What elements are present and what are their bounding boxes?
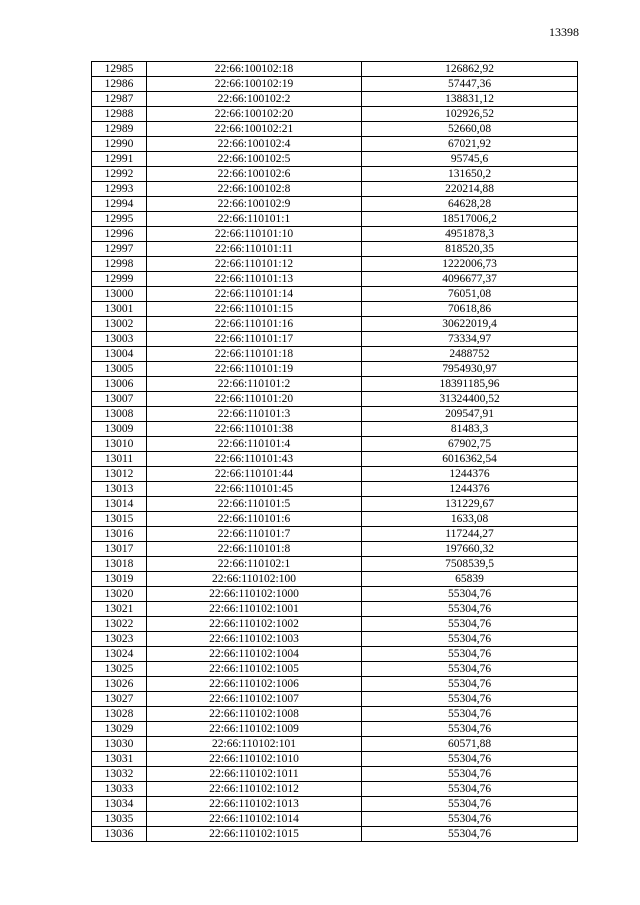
cadastral-number-cell: 22:66:110102:1009: [147, 722, 362, 737]
row-number-cell: 13012: [92, 467, 147, 482]
cadastral-number-cell: 22:66:110102:1000: [147, 587, 362, 602]
cadastral-number-cell: 22:66:100102:6: [147, 167, 362, 182]
value-cell: 6016362,54: [362, 452, 578, 467]
value-cell: 67021,92: [362, 137, 578, 152]
cadastral-number-cell: 22:66:110102:100: [147, 572, 362, 587]
table-row: [92, 797, 578, 812]
table-row: [92, 692, 578, 707]
cadastral-number-cell: 22:66:110101:3: [147, 407, 362, 422]
row-number-cell: 13004: [92, 347, 147, 362]
value-cell: 55304,76: [362, 677, 578, 692]
cadastral-value-table: [91, 61, 578, 842]
table-row: [92, 782, 578, 797]
value-cell: 117244,27: [362, 527, 578, 542]
row-number-cell: 13009: [92, 422, 147, 437]
table-row: [92, 587, 578, 602]
table-row: [92, 527, 578, 542]
value-cell: 60571,88: [362, 737, 578, 752]
value-cell: 55304,76: [362, 767, 578, 782]
value-cell: 55304,76: [362, 782, 578, 797]
row-number-cell: 13006: [92, 377, 147, 392]
row-number-cell: 12996: [92, 227, 147, 242]
table-row: [92, 167, 578, 182]
row-number-cell: 13019: [92, 572, 147, 587]
value-cell: 220214,88: [362, 182, 578, 197]
cadastral-number-cell: 22:66:110102:1: [147, 557, 362, 572]
cadastral-number-cell: 22:66:110101:20: [147, 392, 362, 407]
value-cell: 131650,2: [362, 167, 578, 182]
row-number-cell: 13031: [92, 752, 147, 767]
value-cell: 55304,76: [362, 692, 578, 707]
row-number-cell: 12989: [92, 122, 147, 137]
value-cell: 1633,08: [362, 512, 578, 527]
table-row: [92, 212, 578, 227]
value-cell: 131229,67: [362, 497, 578, 512]
table-row: [92, 197, 578, 212]
value-cell: 55304,76: [362, 602, 578, 617]
row-number-cell: 13036: [92, 827, 147, 842]
value-cell: 4951878,3: [362, 227, 578, 242]
table-row: [92, 152, 578, 167]
value-cell: 1244376: [362, 482, 578, 497]
table-row: [92, 452, 578, 467]
row-number-cell: 13035: [92, 812, 147, 827]
table-row: [92, 677, 578, 692]
value-cell: 18517006,2: [362, 212, 578, 227]
table-row: [92, 482, 578, 497]
value-cell: 818520,35: [362, 242, 578, 257]
value-cell: 4096677,37: [362, 272, 578, 287]
row-number-cell: 13015: [92, 512, 147, 527]
table-row: [92, 137, 578, 152]
table-row: [92, 662, 578, 677]
value-cell: 126862,92: [362, 62, 578, 77]
value-cell: 55304,76: [362, 707, 578, 722]
table-row: [92, 392, 578, 407]
cadastral-number-cell: 22:66:110101:14: [147, 287, 362, 302]
row-number-cell: 13016: [92, 527, 147, 542]
table-row: [92, 362, 578, 377]
table-row: [92, 557, 578, 572]
value-cell: 55304,76: [362, 587, 578, 602]
row-number-cell: 12993: [92, 182, 147, 197]
value-cell: 138831,12: [362, 92, 578, 107]
table-row: [92, 377, 578, 392]
value-cell: 64628,28: [362, 197, 578, 212]
table-row: [92, 92, 578, 107]
cadastral-number-cell: 22:66:110101:4: [147, 437, 362, 452]
cadastral-number-cell: 22:66:110102:1006: [147, 677, 362, 692]
row-number-cell: 12997: [92, 242, 147, 257]
table-row: [92, 317, 578, 332]
table-row: [92, 497, 578, 512]
table-row: [92, 437, 578, 452]
row-number-cell: 13025: [92, 662, 147, 677]
cadastral-number-cell: 22:66:110101:18: [147, 347, 362, 362]
page-number: 13398: [549, 25, 579, 39]
table-row: [92, 242, 578, 257]
table-row: [92, 737, 578, 752]
row-number-cell: 13001: [92, 302, 147, 317]
cadastral-number-cell: 22:66:100102:18: [147, 62, 362, 77]
row-number-cell: 13011: [92, 452, 147, 467]
value-cell: 73334,97: [362, 332, 578, 347]
table-row: [92, 752, 578, 767]
row-number-cell: 13002: [92, 317, 147, 332]
value-cell: 76051,08: [362, 287, 578, 302]
value-cell: 55304,76: [362, 647, 578, 662]
cadastral-number-cell: 22:66:110102:1014: [147, 812, 362, 827]
cadastral-number-cell: 22:66:110101:7: [147, 527, 362, 542]
row-number-cell: 13003: [92, 332, 147, 347]
value-cell: 30622019,4: [362, 317, 578, 332]
table-row: [92, 407, 578, 422]
cadastral-number-cell: 22:66:110101:8: [147, 542, 362, 557]
cadastral-number-cell: 22:66:110101:45: [147, 482, 362, 497]
value-cell: 209547,91: [362, 407, 578, 422]
table-body: [92, 62, 578, 842]
value-cell: 95745,6: [362, 152, 578, 167]
table-row: [92, 647, 578, 662]
row-number-cell: 13014: [92, 497, 147, 512]
table-row: [92, 512, 578, 527]
value-cell: 18391185,96: [362, 377, 578, 392]
cadastral-number-cell: 22:66:100102:5: [147, 152, 362, 167]
cadastral-number-cell: 22:66:110101:16: [147, 317, 362, 332]
row-number-cell: 13032: [92, 767, 147, 782]
row-number-cell: 13028: [92, 707, 147, 722]
row-number-cell: 12999: [92, 272, 147, 287]
row-number-cell: 12994: [92, 197, 147, 212]
row-number-cell: 13027: [92, 692, 147, 707]
value-cell: 57447,36: [362, 77, 578, 92]
cadastral-number-cell: 22:66:110101:43: [147, 452, 362, 467]
cadastral-number-cell: 22:66:110102:1002: [147, 617, 362, 632]
cadastral-number-cell: 22:66:100102:2: [147, 92, 362, 107]
cadastral-number-cell: 22:66:110102:1013: [147, 797, 362, 812]
value-cell: 52660,08: [362, 122, 578, 137]
row-number-cell: 13022: [92, 617, 147, 632]
table-row: [92, 572, 578, 587]
value-cell: 65839: [362, 572, 578, 587]
row-number-cell: 12992: [92, 167, 147, 182]
value-cell: 31324400,52: [362, 392, 578, 407]
value-cell: 1222006,73: [362, 257, 578, 272]
cadastral-number-cell: 22:66:100102:8: [147, 182, 362, 197]
row-number-cell: 13007: [92, 392, 147, 407]
value-cell: 1244376: [362, 467, 578, 482]
row-number-cell: 12986: [92, 77, 147, 92]
row-number-cell: 13024: [92, 647, 147, 662]
row-number-cell: 13017: [92, 542, 147, 557]
cadastral-number-cell: 22:66:110101:19: [147, 362, 362, 377]
row-number-cell: 13026: [92, 677, 147, 692]
value-cell: 197660,32: [362, 542, 578, 557]
table-row: [92, 257, 578, 272]
row-number-cell: 13030: [92, 737, 147, 752]
row-number-cell: 13020: [92, 587, 147, 602]
cadastral-number-cell: 22:66:110102:1008: [147, 707, 362, 722]
value-cell: 55304,76: [362, 662, 578, 677]
cadastral-number-cell: 22:66:110102:1015: [147, 827, 362, 842]
cadastral-number-cell: 22:66:110102:1010: [147, 752, 362, 767]
table-row: [92, 707, 578, 722]
row-number-cell: 13023: [92, 632, 147, 647]
table-row: [92, 107, 578, 122]
cadastral-number-cell: 22:66:110101:1: [147, 212, 362, 227]
row-number-cell: 13018: [92, 557, 147, 572]
table-row: [92, 827, 578, 842]
row-number-cell: 13033: [92, 782, 147, 797]
table-row: [92, 227, 578, 242]
row-number-cell: 13008: [92, 407, 147, 422]
table-row: [92, 287, 578, 302]
row-number-cell: 12987: [92, 92, 147, 107]
table-row: [92, 602, 578, 617]
row-number-cell: 13021: [92, 602, 147, 617]
row-number-cell: 12990: [92, 137, 147, 152]
value-cell: 67902,75: [362, 437, 578, 452]
row-number-cell: 13005: [92, 362, 147, 377]
cadastral-number-cell: 22:66:110102:1001: [147, 602, 362, 617]
row-number-cell: 12991: [92, 152, 147, 167]
cadastral-number-cell: 22:66:100102:20: [147, 107, 362, 122]
cadastral-number-cell: 22:66:110101:17: [147, 332, 362, 347]
cadastral-number-cell: 22:66:110102:1004: [147, 647, 362, 662]
table-row: [92, 767, 578, 782]
cadastral-number-cell: 22:66:110102:101: [147, 737, 362, 752]
cadastral-number-cell: 22:66:100102:4: [147, 137, 362, 152]
table-row: [92, 182, 578, 197]
cadastral-number-cell: 22:66:110101:13: [147, 272, 362, 287]
row-number-cell: 12995: [92, 212, 147, 227]
cadastral-number-cell: 22:66:110101:12: [147, 257, 362, 272]
value-cell: 55304,76: [362, 827, 578, 842]
row-number-cell: 13013: [92, 482, 147, 497]
value-cell: 55304,76: [362, 722, 578, 737]
table-row: [92, 467, 578, 482]
cadastral-number-cell: 22:66:110102:1007: [147, 692, 362, 707]
cadastral-number-cell: 22:66:110101:44: [147, 467, 362, 482]
table-row: [92, 722, 578, 737]
cadastral-number-cell: 22:66:100102:21: [147, 122, 362, 137]
table-row: [92, 422, 578, 437]
cadastral-number-cell: 22:66:100102:19: [147, 77, 362, 92]
table-row: [92, 812, 578, 827]
table-row: [92, 542, 578, 557]
table-row: [92, 302, 578, 317]
cadastral-number-cell: 22:66:110101:5: [147, 497, 362, 512]
table-row: [92, 332, 578, 347]
value-cell: 7954930,97: [362, 362, 578, 377]
table-row: [92, 617, 578, 632]
cadastral-number-cell: 22:66:110101:2: [147, 377, 362, 392]
cadastral-number-cell: 22:66:100102:9: [147, 197, 362, 212]
value-cell: 55304,76: [362, 752, 578, 767]
value-cell: 55304,76: [362, 797, 578, 812]
row-number-cell: 13034: [92, 797, 147, 812]
row-number-cell: 12998: [92, 257, 147, 272]
value-cell: 81483,3: [362, 422, 578, 437]
cadastral-number-cell: 22:66:110101:38: [147, 422, 362, 437]
table-row: [92, 632, 578, 647]
table-row: [92, 272, 578, 287]
row-number-cell: 12985: [92, 62, 147, 77]
value-cell: 55304,76: [362, 812, 578, 827]
cadastral-number-cell: 22:66:110102:1003: [147, 632, 362, 647]
value-cell: 70618,86: [362, 302, 578, 317]
cadastral-number-cell: 22:66:110101:15: [147, 302, 362, 317]
table-row: [92, 122, 578, 137]
value-cell: 55304,76: [362, 617, 578, 632]
cadastral-number-cell: 22:66:110101:11: [147, 242, 362, 257]
cadastral-number-cell: 22:66:110102:1012: [147, 782, 362, 797]
cadastral-number-cell: 22:66:110102:1011: [147, 767, 362, 782]
row-number-cell: 13029: [92, 722, 147, 737]
value-cell: 7508539,5: [362, 557, 578, 572]
row-number-cell: 13000: [92, 287, 147, 302]
cadastral-number-cell: 22:66:110101:6: [147, 512, 362, 527]
table-row: [92, 77, 578, 92]
cadastral-number-cell: 22:66:110101:10: [147, 227, 362, 242]
value-cell: 102926,52: [362, 107, 578, 122]
value-cell: 55304,76: [362, 632, 578, 647]
row-number-cell: 12988: [92, 107, 147, 122]
table-row: [92, 62, 578, 77]
table-row: [92, 347, 578, 362]
value-cell: 2488752: [362, 347, 578, 362]
cadastral-number-cell: 22:66:110102:1005: [147, 662, 362, 677]
row-number-cell: 13010: [92, 437, 147, 452]
